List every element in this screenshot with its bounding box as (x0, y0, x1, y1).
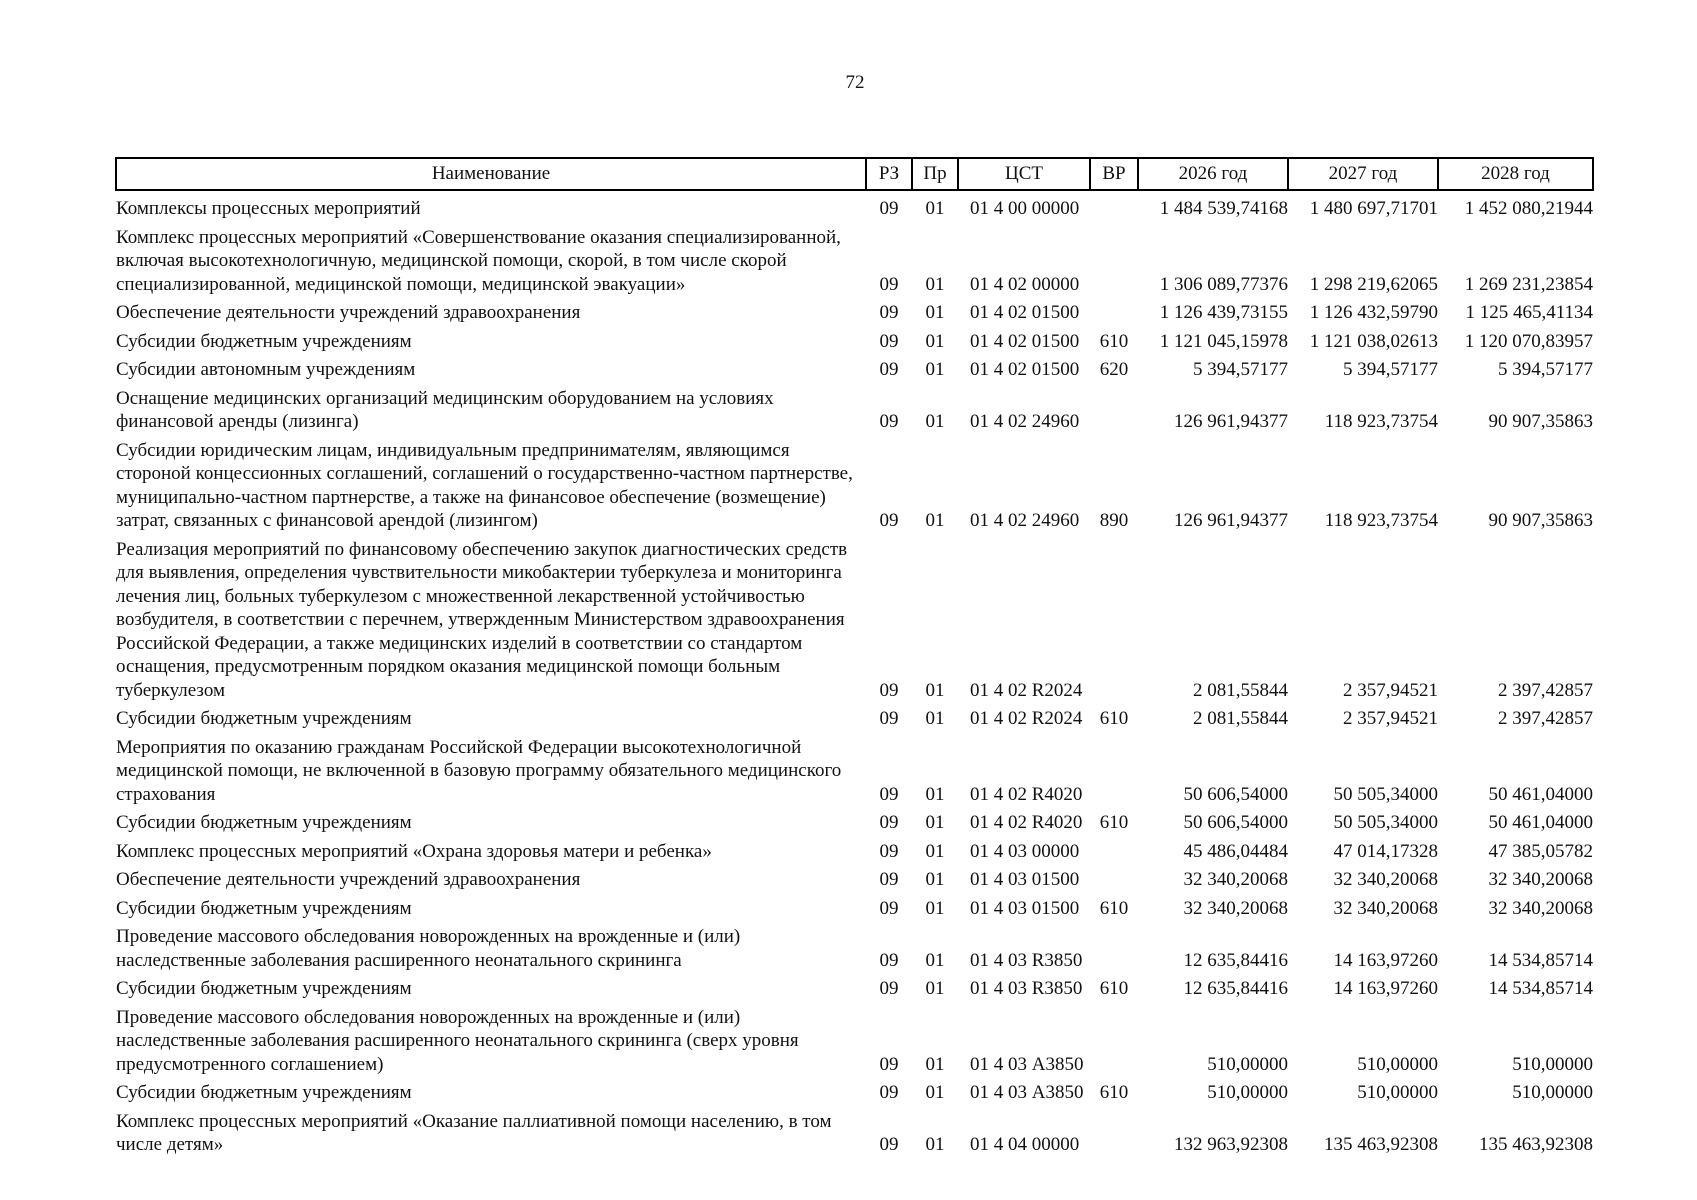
cell-2028: 32 340,20068 (1488, 897, 1593, 919)
cell-2027: 1 126 432,59790 (1309, 302, 1438, 323)
header-2027: 2027 год (1288, 158, 1438, 190)
cell-2026: 50 606,54000 (1183, 812, 1288, 833)
page-number: 72 (845, 72, 865, 93)
cell-2028: 5 394,57177 (1498, 359, 1593, 380)
cell-2027: 135 463,92308 (1324, 1134, 1438, 1155)
cell-pr: 01 (925, 978, 945, 999)
cell-pr: 01 (925, 949, 945, 971)
table-row (116, 836, 1593, 865)
cell-vr (1090, 921, 1138, 973)
cell-cst: 01 4 02 24960 (970, 411, 1080, 432)
cell-2026: 510,00000 (1207, 1082, 1288, 1103)
cell-2026: 2 081,55844 (1193, 679, 1288, 701)
cell-2027: 32 340,20068 (1333, 869, 1438, 890)
cell-2027: 14 163,97260 (1333, 949, 1438, 971)
cell-rz: 09 (879, 1053, 899, 1075)
cell-cst: 01 4 02 R4020 (970, 783, 1083, 805)
cell-name: Проведение массового обследования новорожденных на врожденные и (или) наследственные заболевания расширенного неонатального скрининга (116, 926, 741, 971)
cell-rz: 09 (879, 949, 899, 971)
cell-vr (1090, 836, 1138, 865)
cell-2028: 2 397,42857 (1498, 679, 1593, 701)
cell-rz: 09 (879, 869, 899, 890)
cell-2026: 1 121 045,15978 (1159, 330, 1288, 352)
cell-cst: 01 4 02 24960 (970, 510, 1080, 531)
cell-2027: 118 923,73754 (1324, 510, 1438, 531)
cell-name: Субсидии бюджетным учреждениям (116, 812, 412, 833)
header-pr: Пр (912, 158, 958, 190)
cell-vr (1090, 1106, 1138, 1158)
cell-name: Мероприятия по оказанию гражданам Российской Федерации высокотехнологичной медицинской помощи, не включенной в базовую программу обязательного медицинского страхования (116, 736, 842, 805)
cell-vr (1090, 534, 1138, 704)
cell-name: Субсидии бюджетным учреждениям (116, 1082, 412, 1103)
header-2026: 2026 год (1138, 158, 1288, 190)
cell-name: Субсидии бюджетным учреждениям (116, 978, 412, 999)
cell-2028: 50 461,04000 (1488, 783, 1593, 805)
cell-2028: 90 907,35863 (1488, 411, 1593, 432)
budget-table (115, 157, 1594, 1158)
cell-rz: 09 (879, 897, 899, 919)
table-row (116, 921, 1593, 973)
cell-pr: 01 (925, 1053, 945, 1075)
cell-name: Проведение массового обследования новорожденных на врожденные и (или) наследственные заболевания расширенного неонатального скрининга (сверх уровня предусмотренного соглашением) (116, 1006, 799, 1075)
cell-cst: 01 4 02 01500 (970, 359, 1080, 380)
cell-cst: 01 4 02 00000 (970, 273, 1080, 295)
cell-2027: 14 163,97260 (1333, 978, 1438, 999)
cell-2027: 2 357,94521 (1343, 679, 1438, 701)
table-row (116, 973, 1593, 1002)
cell-rz: 09 (879, 302, 899, 323)
cell-2027: 118 923,73754 (1324, 411, 1438, 432)
cell-cst: 01 4 03 R3850 (970, 949, 1083, 971)
cell-2028: 1 120 070,83957 (1464, 330, 1593, 352)
cell-2026: 126 961,94377 (1174, 411, 1288, 432)
cell-vr: 610 (1099, 708, 1129, 729)
table-row (116, 534, 1593, 704)
cell-2026: 32 340,20068 (1183, 897, 1288, 919)
cell-2028: 510,00000 (1512, 1082, 1593, 1103)
table-body (116, 190, 1593, 1158)
cell-pr: 01 (925, 783, 945, 805)
cell-rz: 09 (879, 812, 899, 833)
cell-rz: 09 (879, 978, 899, 999)
cell-pr: 01 (925, 897, 945, 919)
cell-cst: 01 4 02 R2024 (970, 679, 1083, 701)
table-row (116, 297, 1593, 326)
cell-cst: 01 4 03 01500 (970, 897, 1080, 919)
header-name: Наименование (116, 158, 866, 190)
table-row (116, 1002, 1593, 1078)
cell-name: Обеспечение деятельности учреждений здравоохранения (116, 869, 581, 890)
cell-2026: 2 081,55844 (1193, 708, 1288, 729)
cell-rz: 09 (879, 679, 899, 701)
cell-rz: 09 (879, 411, 899, 432)
cell-name: Оснащение медицинских организаций медицинским оборудованием на условиях финансовой аренды (лизинга) (116, 387, 774, 432)
cell-pr: 01 (925, 840, 945, 862)
cell-2027: 1 121 038,02613 (1309, 330, 1438, 352)
table-row (116, 893, 1593, 922)
cell-rz: 09 (879, 1134, 899, 1155)
cell-rz: 09 (879, 783, 899, 805)
cell-cst: 01 4 00 00000 (970, 198, 1080, 219)
cell-2028: 90 907,35863 (1488, 510, 1593, 531)
cell-pr: 01 (925, 411, 945, 432)
cell-cst: 01 4 03 00000 (970, 840, 1080, 862)
table-row (116, 326, 1593, 355)
table-row (116, 1077, 1593, 1106)
cell-name: Комплексы процессных мероприятий (116, 198, 421, 219)
cell-pr: 01 (925, 273, 945, 295)
cell-2026: 32 340,20068 (1183, 869, 1288, 890)
cell-rz: 09 (879, 840, 899, 862)
cell-vr (1090, 383, 1138, 435)
cell-rz: 09 (879, 198, 899, 219)
table-row (116, 435, 1593, 534)
cell-pr: 01 (925, 510, 945, 531)
cell-2026: 126 961,94377 (1174, 510, 1288, 531)
cell-vr (1090, 222, 1138, 298)
cell-2028: 2 397,42857 (1498, 708, 1593, 729)
cell-2028: 14 534,85714 (1488, 978, 1593, 999)
table-row (116, 1106, 1593, 1158)
cell-2027: 1 298 219,62065 (1309, 273, 1438, 295)
cell-2026: 5 394,57177 (1193, 359, 1288, 380)
cell-vr: 890 (1099, 510, 1129, 531)
cell-name: Комплекс процессных мероприятий «Совершенствование оказания специализированной, включая высокотехнологичную, медицинской помощи, скорой, в том числе скорой специализированной, медицинской помощи, медицинской эвакуации» (116, 226, 841, 295)
header-rz: РЗ (866, 158, 912, 190)
cell-2027: 47 014,17328 (1333, 840, 1438, 862)
cell-rz: 09 (879, 273, 899, 295)
cell-2026: 1 484 539,74168 (1159, 198, 1288, 219)
cell-2027: 50 505,34000 (1333, 812, 1438, 833)
cell-cst: 01 4 02 R2024 (970, 708, 1083, 729)
cell-2027: 510,00000 (1357, 1053, 1438, 1075)
cell-vr: 610 (1099, 812, 1129, 833)
cell-cst: 01 4 03 А3850 (970, 1053, 1084, 1075)
cell-vr (1090, 732, 1138, 808)
cell-cst: 01 4 03 А3850 (970, 1082, 1084, 1103)
cell-name: Обеспечение деятельности учреждений здравоохранения (116, 302, 581, 323)
cell-pr: 01 (925, 679, 945, 701)
cell-2027: 1 480 697,71701 (1309, 198, 1438, 219)
table-header-row (116, 158, 1593, 190)
cell-cst: 01 4 04 00000 (970, 1134, 1080, 1155)
cell-pr: 01 (925, 1082, 945, 1103)
cell-name: Реализация мероприятий по финансовому обеспечению закупок диагностических средств для выявления, определения чувствительности микобактерии туберкулеза и мониторинга лечения лиц, больных туберкулезом с множественной лекарственной устойчивостью возбудителя, в соответствии с перечнем, утвержденным Министерством здравоохранения Российской Федерации, а также медицинских изделий в соответствии со стандартом оснащения, предусмотренным порядком оказания медицинской помощи больным туберкулезом (116, 538, 848, 701)
cell-2027: 50 505,34000 (1333, 783, 1438, 805)
cell-2026: 12 635,84416 (1183, 949, 1288, 971)
cell-2027: 2 357,94521 (1343, 708, 1438, 729)
cell-name: Комплекс процессных мероприятий «Оказание паллиативной помощи населению, в том числе детям» (116, 1110, 832, 1155)
table-row (116, 864, 1593, 893)
cell-2026: 50 606,54000 (1183, 783, 1288, 805)
cell-vr: 610 (1099, 897, 1129, 919)
cell-pr: 01 (925, 330, 945, 352)
cell-vr (1090, 864, 1138, 893)
cell-cst: 01 4 03 R3850 (970, 978, 1083, 999)
cell-2028: 510,00000 (1512, 1053, 1593, 1075)
cell-pr: 01 (925, 302, 945, 323)
table-row (116, 383, 1593, 435)
table-row (116, 190, 1593, 222)
cell-2028: 47 385,05782 (1488, 840, 1593, 862)
cell-2028: 14 534,85714 (1488, 949, 1593, 971)
cell-2027: 32 340,20068 (1333, 897, 1438, 919)
cell-2027: 510,00000 (1357, 1082, 1438, 1103)
cell-vr: 610 (1099, 1082, 1129, 1103)
cell-2026: 510,00000 (1207, 1053, 1288, 1075)
table-row (116, 703, 1593, 732)
cell-vr (1090, 1002, 1138, 1078)
cell-2026: 12 635,84416 (1183, 978, 1288, 999)
cell-pr: 01 (925, 708, 945, 729)
cell-pr: 01 (925, 359, 945, 380)
cell-pr: 01 (925, 812, 945, 833)
cell-2026: 132 963,92308 (1174, 1134, 1288, 1155)
cell-2027: 5 394,57177 (1343, 359, 1438, 380)
table-row (116, 354, 1593, 383)
cell-2026: 1 306 089,77376 (1159, 273, 1288, 295)
cell-2028: 135 463,92308 (1479, 1134, 1593, 1155)
cell-pr: 01 (925, 869, 945, 890)
cell-2028: 1 452 080,21944 (1464, 198, 1593, 219)
cell-vr (1090, 190, 1138, 222)
cell-cst: 01 4 03 01500 (970, 869, 1080, 890)
cell-2026: 1 126 439,73155 (1159, 302, 1288, 323)
table-row (116, 222, 1593, 298)
table-row (116, 732, 1593, 808)
cell-name: Субсидии бюджетным учреждениям (116, 897, 412, 919)
cell-rz: 09 (879, 330, 899, 352)
cell-pr: 01 (925, 198, 945, 219)
cell-vr: 610 (1099, 978, 1129, 999)
cell-pr: 01 (925, 1134, 945, 1155)
cell-name: Комплекс процессных мероприятий «Охрана здоровья матери и ребенка» (116, 840, 712, 862)
cell-rz: 09 (879, 359, 899, 380)
header-cst: ЦСТ (958, 158, 1090, 190)
cell-cst: 01 4 02 01500 (970, 330, 1080, 352)
cell-rz: 09 (879, 1082, 899, 1103)
cell-2028: 1 125 465,41134 (1465, 302, 1593, 323)
cell-name: Субсидии автономным учреждениям (116, 359, 416, 380)
cell-vr (1090, 297, 1138, 326)
cell-2028: 1 269 231,23854 (1464, 273, 1593, 295)
header-2028: 2028 год (1438, 158, 1593, 190)
cell-2026: 45 486,04484 (1183, 840, 1288, 862)
cell-2028: 32 340,20068 (1488, 869, 1593, 890)
header-vr: ВР (1090, 158, 1138, 190)
cell-rz: 09 (879, 708, 899, 729)
cell-name: Субсидии бюджетным учреждениям (116, 708, 412, 729)
cell-rz: 09 (879, 510, 899, 531)
table-row (116, 807, 1593, 836)
cell-cst: 01 4 02 R4020 (970, 812, 1083, 833)
cell-cst: 01 4 02 01500 (970, 302, 1080, 323)
cell-vr: 610 (1099, 330, 1129, 352)
cell-vr: 620 (1099, 359, 1129, 380)
cell-name: Субсидии бюджетным учреждениям (116, 330, 412, 352)
cell-2028: 50 461,04000 (1488, 812, 1593, 833)
cell-name: Субсидии юридическим лицам, индивидуальным предпринимателям, являющимся стороной концессионных соглашений, соглашений о государственно-частном партнерстве, муниципально-частном партнерстве, а также на финансовое обеспечение (возмещение) затрат, связанных с финансовой арендой (лизингом) (116, 439, 853, 531)
